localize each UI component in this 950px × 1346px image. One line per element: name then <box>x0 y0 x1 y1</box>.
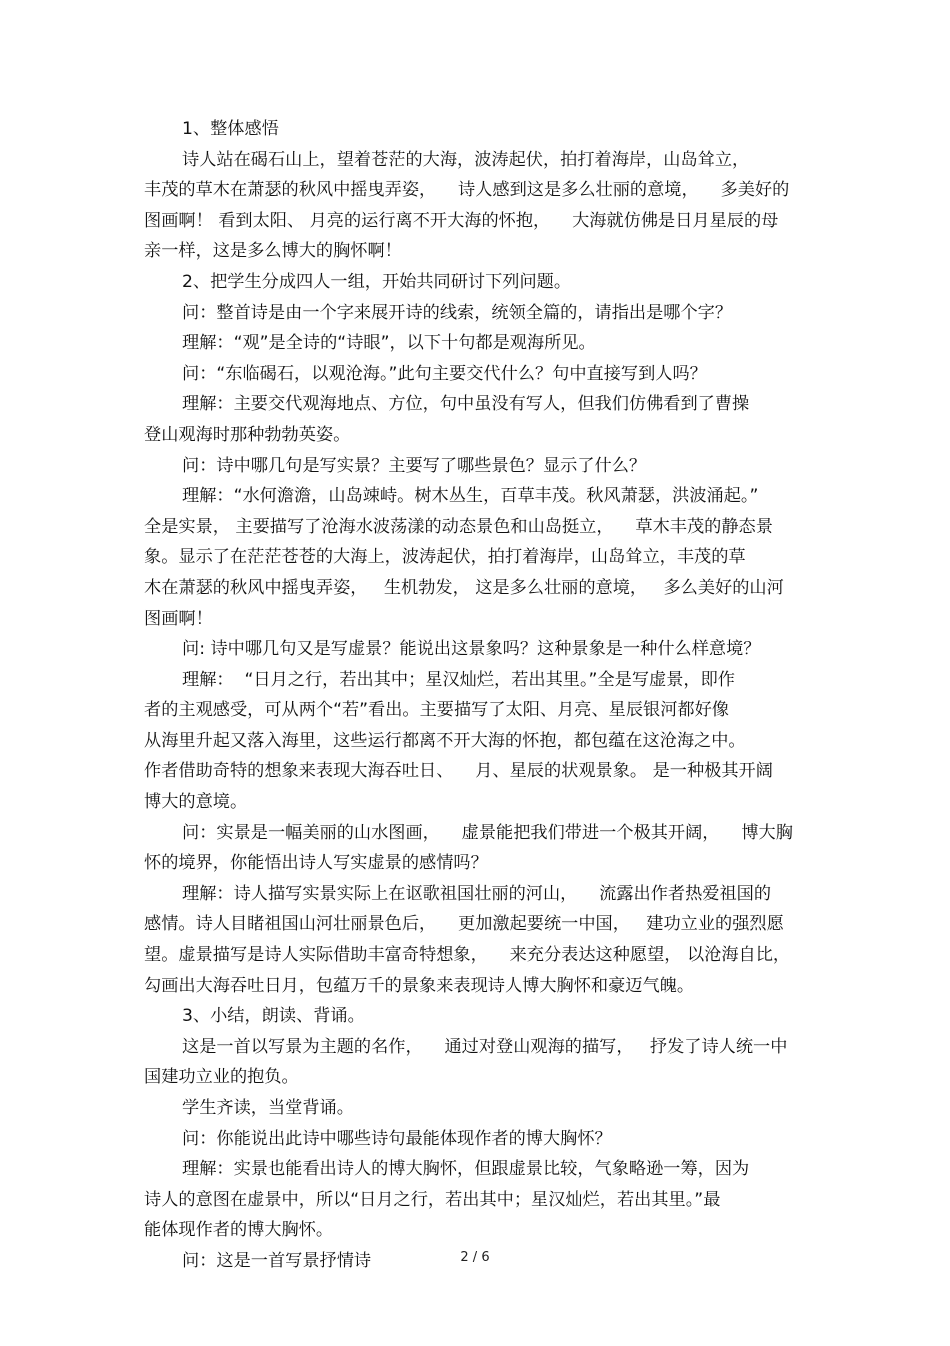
paragraph-line: 者的主观感受，可从两个“若”看出。主要描写了太阳、月亮、星辰银河都好像 <box>144 700 729 721</box>
paragraph-line: 怀的境界，你能悟出诗人写实虚景的感情吗？ <box>144 853 488 874</box>
paragraph-line: 国建功立业的抱负。 <box>144 1067 299 1088</box>
paragraph-line: 望。虚景描写是诗人实际借助丰富奇特想象， 来充分表达这种愿望， 以沧海自比， <box>144 945 791 966</box>
paragraph-line: 木在萧瑟的秋风中摇曳弄姿， 生机勃发， 这是多么壮丽的意境， 多么美好的山河 <box>144 577 784 598</box>
paragraph-line: 全是实景， 主要描写了沧海水波荡漾的动态景色和山岛挺立， 草木丰茂的静态景 <box>144 516 773 537</box>
paragraph-line: 象。显示了在茫茫苍苍的大海上，波涛起伏，拍打着海岸，山岛耸立，丰茂的草 <box>144 547 746 568</box>
paragraph-line: 诗人站在碣石山上，望着苍茫的大海，波涛起伏，拍打着海岸，山岛耸立， <box>182 149 750 170</box>
answer-line: 理解：“观”是全诗的“诗眼”，以下十句都是观海所见。 <box>182 333 596 354</box>
answer-line: 理解：“水何澹澹，山岛竦峙。树木丛生，百草丰茂。秋风萧瑟，洪波涌起。” <box>182 486 759 507</box>
question-line: 问：这是一首写景抒情诗 <box>182 1250 372 1271</box>
question-line: 问：诗中哪几句是写实景？主要写了哪些景色？显示了什么？ <box>182 455 647 476</box>
paragraph-line: 诗人的意图在虚景中，所以“日月之行，若出其中；星汉灿烂，若出其里。”最 <box>144 1189 721 1210</box>
answer-line: 理解：诗人描写实景实际上在讴歌祖国壮丽的河山， 流露出作者热爱祖国的 <box>182 883 772 904</box>
paragraph-line: 亲一样，这是多么博大的胸怀啊！ <box>144 241 402 262</box>
paragraph-line: 图画啊！ <box>144 608 213 629</box>
question-line: 问：实景是一幅美丽的山水图画， 虚景能把我们带进一个极其开阔， 博大胸 <box>182 822 793 843</box>
question-line: 问：“东临碣石，以观沧海。”此句主要交代什么？句中直接写到人吗？ <box>182 363 707 384</box>
section-heading: 3、小结，朗读、背诵。 <box>182 1006 365 1027</box>
section-heading: 2、把学生分成四人一组，开始共同研讨下列问题。 <box>182 271 572 292</box>
question-line: 问：你能说出此诗中哪些诗句最能体现作者的博大胸怀？ <box>182 1128 612 1149</box>
paragraph-line: 从海里升起又落入海里，这些运行都离不开大海的怀抱，都包蕴在这沧海之中。 <box>144 730 746 751</box>
paragraph-line: 这是一首以写景为主题的名作， 通过对登山观海的描写， 抒发了诗人统一中 <box>182 1036 788 1057</box>
paragraph-line: 能体现作者的博大胸怀。 <box>144 1220 334 1241</box>
section-heading: 1、整体感悟 <box>182 119 279 139</box>
question-line: 问：整首诗是由一个字来展开诗的线索，统领全篇的，请指出是哪个字？ <box>182 302 733 323</box>
document-body <box>144 114 810 1277</box>
answer-line: 理解：实景也能看出诗人的博大胸怀，但跟虚景比较，气象略逊一筹，因为 <box>182 1159 750 1180</box>
answer-line: 理解：主要交代观海地点、方位，句中虽没有写人，但我们仿佛看到了曹操 <box>182 394 750 415</box>
answer-line: 理解： “日月之行，若出其中；星汉灿烂，若出其里。”全是写虚景，即作 <box>182 669 735 690</box>
paragraph-line: 博大的意境。 <box>144 792 248 813</box>
paragraph-line: 丰茂的草木在萧瑟的秋风中摇曳弄姿， 诗人感到这是多么壮丽的意境， 多美好的 <box>144 180 790 201</box>
page-number: 2 / 6 <box>460 1250 490 1265</box>
paragraph-line: 登山观海时那种勃勃英姿。 <box>144 424 351 445</box>
paragraph-line: 作者借助奇特的想象来表现大海吞吐日、 月、星辰的状观景象。 是一种极其开阔 <box>144 761 773 782</box>
question-line: 问: 诗中哪几句又是写虚景？能说出这景象吗？这种景象是一种什么样意境？ <box>182 639 761 660</box>
paragraph-line: 学生齐读，当堂背诵。 <box>182 1098 354 1118</box>
paragraph-line: 勾画出大海吞吐日月，包蕴万千的景象来表现诗人博大胸怀和豪迈气魄。 <box>144 975 695 996</box>
paragraph-line: 图画啊！ 看到太阳、 月亮的运行离不开大海的怀抱， 大海就仿佛是日月星辰的母 <box>144 210 779 231</box>
paragraph-line: 感情。诗人目睹祖国山河壮丽景色后， 更加激起要统一中国， 建功立业的强烈愿 <box>144 914 784 935</box>
